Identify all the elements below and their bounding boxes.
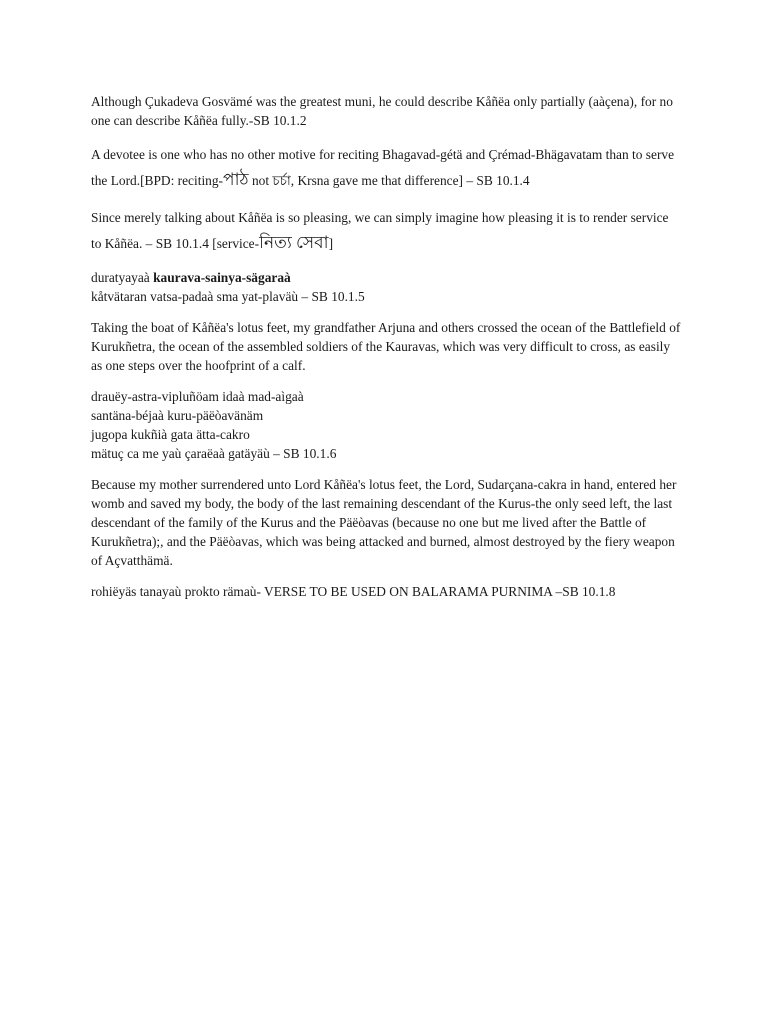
bengali-phrase-nitya-seva: নিত্য সেবা [259, 233, 329, 252]
bengali-word-path: পাঠ [223, 170, 249, 189]
verse-line: santäna-béjaà kuru-päëòavänäm [91, 408, 264, 423]
verse-line-bold: kaurava-sainya-sägaraà [153, 270, 291, 285]
paragraph-talking-text-end: ] [328, 236, 334, 251]
verse-line: kåtvätaran vatsa-padaà sma yat-plaväù – SB 10.1.5 [91, 289, 365, 304]
paragraph-balarama-verse: rohiëyäs tanayaù prokto rämaù- VERSE TO BE USED ON BALARAMA PURNIMA –SB 10.1.8 [91, 584, 616, 599]
verse-sb-10-1-6 [91, 387, 681, 463]
paragraph-sukadeva: Although Çukadeva Gosvämé was the greatest muni, he could describe Kåñëa only partially (aàçena), for no one can describe Kåñëa fully.-SB 10.1.2 [91, 94, 673, 128]
paragraph-devotee-text-middle: not [248, 173, 273, 188]
verse-line: drauëy-astra-vipluñöam idaà mad-aìgaà [91, 389, 304, 404]
verse-line-plain: duratyayaà [91, 270, 154, 285]
verse-sb-10-1-5 [91, 268, 681, 306]
paragraph-devotee-text-start: A devotee is one who has no other motive for reciting Bhagavad-gétä and Çrémad-Bhägavatam than to serve the Lord.[BPD: reciting- [91, 147, 675, 188]
verse-line: jugopa kukñià gata ätta-cakro [91, 427, 250, 442]
verse-line [91, 268, 681, 287]
paragraph-devotee-motive [91, 142, 681, 193]
bengali-word-charcha: চর্চা [272, 173, 291, 188]
paragraph-boat-lotus-feet: Taking the boat of Kåñëa's lotus feet, my grandfather Arjuna and others crossed the ocean of the Battlefield of Kurukñetra, the ocean of the assembled soldiers of the Kauravas, which was very difficult to cross, as easily as one steps over the hoofprint of a calf. [91, 320, 681, 373]
document-body [91, 92, 681, 613]
verse-line: mätuç ca me yaù çaraëaà gatäyäù – SB 10.1.6 [91, 446, 337, 461]
paragraph-mother-surrendered: Because my mother surrendered unto Lord Kåñëa's lotus feet, the Lord, Sudarçana-cakra in hand, entered her womb and saved my body, the body of the last remaining descendant of the Kurus-the only seed left, the last descendant of the family of the Kurus and the Päëòavas (because no one but me lived after the Battle of Kurukñetra);, and the Päëòavas, which was being attacked and burned, almost destroyed by the fiery weapon of Açvatthämä. [91, 477, 677, 568]
paragraph-devotee-text-end: , Krsna gave me that difference] – SB 10.1.4 [290, 173, 530, 188]
paragraph-talking-pleasing [91, 205, 681, 256]
paragraph-talking-text-start: Since merely talking about Kåñëa is so pleasing, we can simply imagine how pleasing it is to render service to Kåñëa. – SB 10.1.4 [service- [91, 210, 669, 251]
